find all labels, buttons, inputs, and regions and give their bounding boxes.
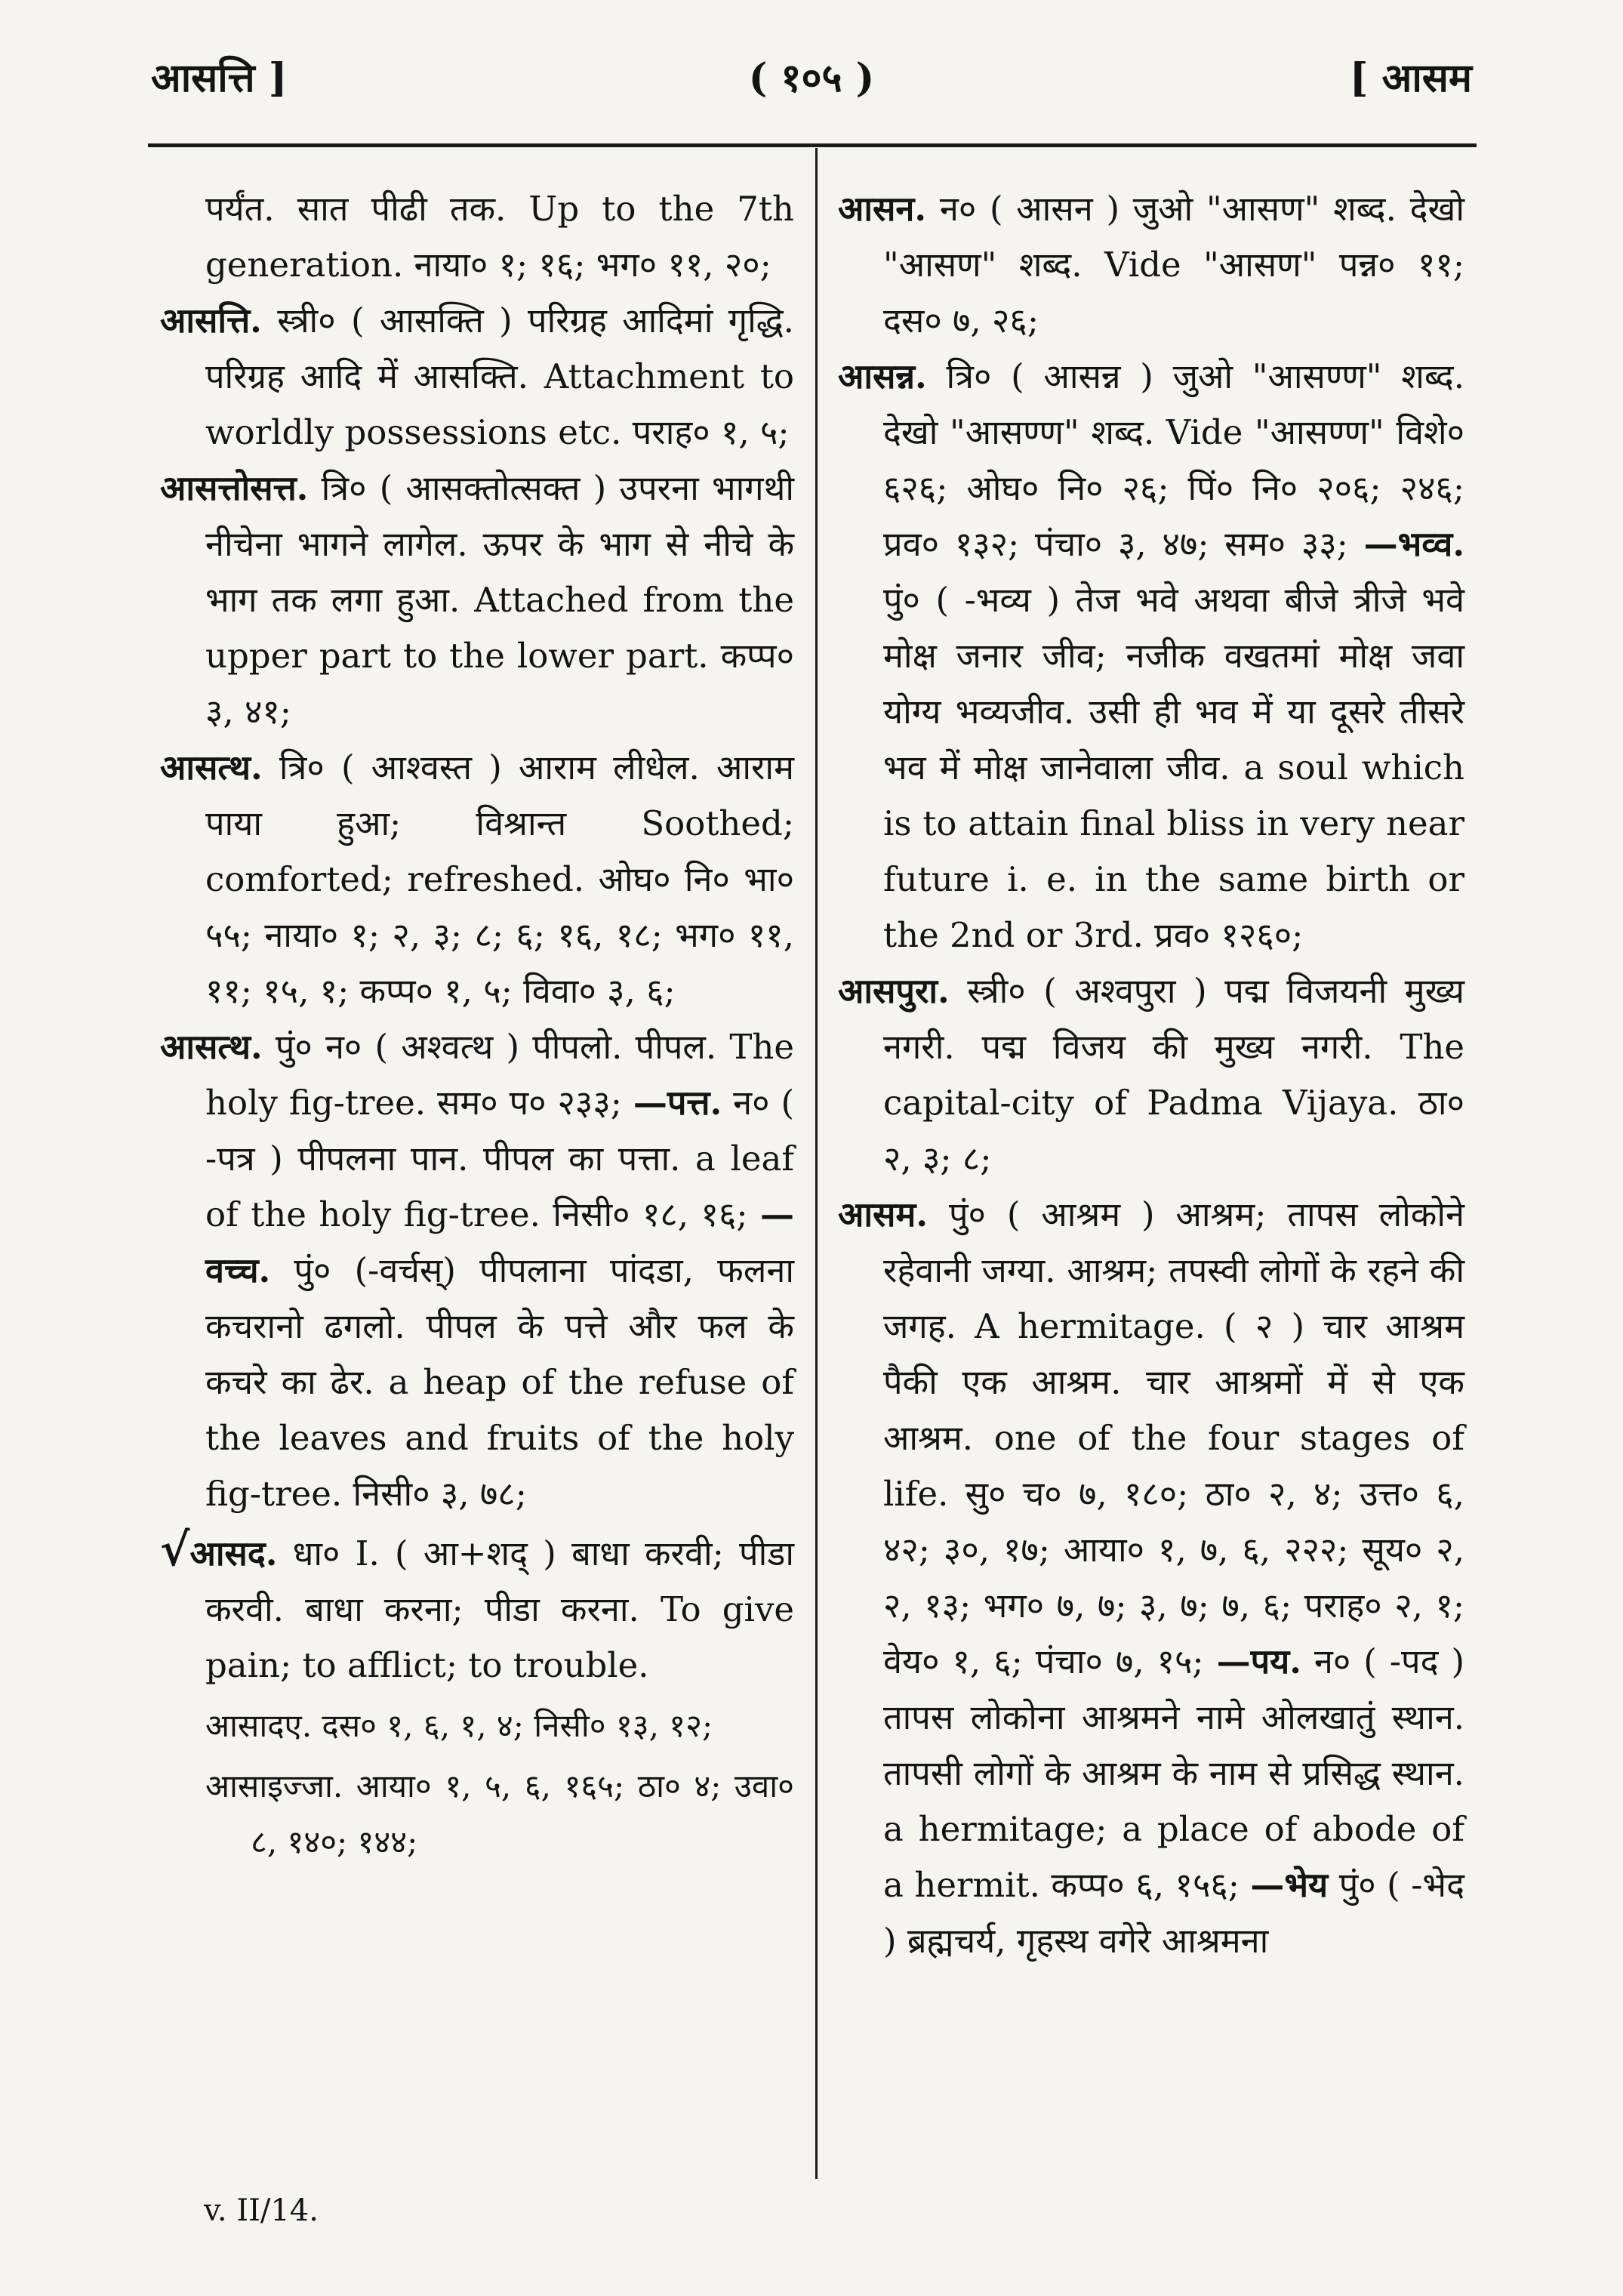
header-rule: [148, 143, 1477, 147]
entry-aasattha-1: [160, 740, 794, 1019]
page-number: ( १०५ ): [748, 55, 875, 101]
entry-body: पुं० न० ( अश्वत्थ ) पीपलो. पीपल. The holy fig-tree. सम० प० २३३;: [205, 1027, 794, 1123]
entry-body: त्रि० ( आसक्तोत्सक्त ) उपरना भागथी नीचेना भागने लागेल. ऊपर के भाग से नीचे के भाग तक लगा हुआ. Attached from the upper part to the lower part. कप्प० ३, ४१;: [205, 468, 794, 732]
headword: आसम.: [838, 1194, 928, 1234]
sub-entry-body: पुं० ( -भेद ) ब्रह्मचर्य, गृहस्थ वगेरे आश्रमना: [883, 1865, 1464, 1961]
sub-entry-body: पुं० ( -भव्य ) तेज भवे अथवा बीजे त्रीजे भवे मोक्ष जनार जीव; नजीक वखतमां मोक्ष जवा योग्य भव्यजीव. उसी ही भव में या दूसरे तीसरे भव में मोक्ष जानेवाला जीव. a soul which is to attain final bliss in very near future i. e. in the same birth or the 2nd or 3rd. प्रव० १२६०;: [883, 580, 1464, 955]
headword: आसत्थ.: [160, 1027, 263, 1067]
verb-form-text: आसाइज्जा. आया० १, ५, ६, १६५; ठा० ४; उवा० ८, १४०; १४४;: [205, 1767, 794, 1860]
verb-form: [160, 1758, 794, 1870]
header-right-guideword: [ आसम: [1349, 55, 1472, 101]
entry-aasama: [838, 1187, 1464, 1969]
verb-form: [160, 1698, 794, 1754]
entry-body: पर्यंत. सात पीढी तक. Up to the 7th generation. नाया० १; १६; भग० ११, २०;: [205, 189, 794, 285]
headword: आसन.: [838, 189, 927, 229]
entry-body: पुं० ( आश्रम ) आश्रम; तापस लोकोने रहेवानी जग्या. आश्रम; तपस्वी लोगों के रहने की जगह. A hermitage. ( २ ) चार आश्रम पैकी एक आश्रम. चार आश्रमों में से एक आश्रम. one of the four stages of life. सु० च० ७, १८०; ठा० २, ४; उत्त० ६, ४२; ३०, १७; आया० १, ७, ६, २२२; सूय० २, २, १३; भग० ७, ७; ३, ७; ७, ६; पराह० २, १; वेय० १, ६; पंचा० ७, १५;: [883, 1194, 1464, 1681]
right-column: [838, 181, 1464, 1969]
entry-body: त्रि० ( आसन्न ) जुओ "आसण्ण" शब्द. देखो "आसण्ण" शब्द. Vide "आसण्ण" विशे० ६२६; ओघ० नि० २६; पिं० नि० २०६; २४६; प्रव० १३२; पंचा० ३, ४७; सम० ३३;: [883, 356, 1464, 564]
headword: आसत्थ.: [160, 747, 263, 787]
entry-aasatti: [160, 293, 794, 461]
entry-body: त्रि० ( आश्वस्त ) आराम लीधेल. आराम पाया हुआ; विश्रान्त Soothed; comforted; refreshed. ओघ० नि० भा० ५५; नाया० १; २, ३; ८; ६; १६, १८; भग० ११, ११; १५, १; कप्प० १, ५; विवा० ३, ६;: [205, 747, 794, 1011]
entry-body: न० ( आसन ) जुओ "आसण" शब्द. देखो "आसण" शब्द. Vide "आसण" पन्न० ११; दस० ७, २६;: [883, 189, 1464, 341]
sub-headword: —वच्च.: [205, 1194, 795, 1290]
header-left-guideword: आसत्ति ]: [151, 55, 288, 101]
entry-aasad: [160, 1522, 794, 1693]
page-header: [151, 42, 1472, 133]
signature-mark: v. II/14.: [204, 2193, 319, 2228]
entry-continuation: [160, 181, 794, 293]
sub-headword: —भव्व.: [1363, 524, 1464, 564]
headword: आसत्ति.: [160, 300, 262, 341]
sub-headword: —पत्त.: [633, 1083, 722, 1123]
entry-aasapura: [838, 963, 1464, 1187]
headword: आसद.: [189, 1533, 278, 1573]
entry-body: स्त्री० ( आसक्ति ) परिग्रह आदिमां गृद्धि. परिग्रह आदि में आसक्ति. Attachment to worldly possessions etc. पराह० १, ५;: [205, 300, 794, 452]
sub-headword: —पय.: [1216, 1641, 1301, 1681]
verb-form-text: आसादए. दस० १, ६, १, ४; निसी० १३, १२;: [205, 1707, 713, 1744]
entry-aasattha-2: [160, 1019, 794, 1522]
headword: आसत्तोसत्त.: [160, 468, 309, 508]
column-divider: [815, 148, 818, 2179]
entry-body: स्त्री० ( अश्वपुरा ) पद्म विजयनी मुख्य नगरी. पद्म विजय की मुख्य नगरी. The capital-city of Padma Vijaya. ठा० २, ३; ८;: [883, 971, 1464, 1179]
left-column: [160, 181, 794, 1870]
sub-entry-body: पुं० (-वर्चस्) पीपलाना पांदडा, फलना कचरानो ढगलो. पीपल के पत्ते और फल के कचरे का ढेर. a heap of the refuse of the leaves and fruits of the holy fig-tree. निसी० ३, ७८;: [205, 1250, 794, 1514]
sub-entry-body: न० ( -पत्र ) पीपलना पान. पीपल का पत्ता. a leaf of the holy fig-tree. निसी० १८, १६;: [205, 1083, 794, 1234]
entry-aasanna: [838, 349, 1464, 963]
sub-entry-body: न० ( -पद ) तापस लोकोना आश्रमने नामे ओलखातुं स्थान. तापसी लोगों के आश्रम के नाम से प्रसिद्ध स्थान. a hermitage; a place of abode of a hermit. कप्प० ६, १५६;: [883, 1641, 1465, 1905]
headword: आसपुरा.: [838, 971, 950, 1011]
entry-aasattosatta: [160, 461, 794, 740]
sub-headword: —भेय: [1250, 1865, 1329, 1905]
root-mark: √: [160, 1524, 190, 1576]
entry-aasana: [838, 181, 1464, 349]
headword: आसन्न.: [838, 356, 927, 396]
entry-body: धा० I. ( आ+शद् ) बाधा करवी; पीडा करवी. बाधा करना; पीडा करना. To give pain; to afflict; to trouble.: [205, 1533, 795, 1685]
